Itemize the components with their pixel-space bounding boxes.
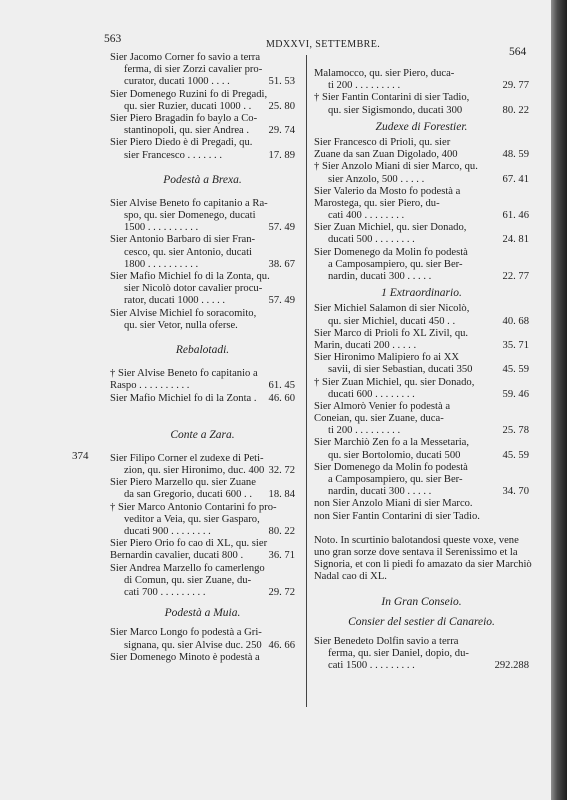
line-text: ti 200 . . . . . . . . . xyxy=(328,425,401,437)
line-text: ferma, di sier Zorzi cavalier pro- xyxy=(124,64,263,76)
vote-count: 80. 22 xyxy=(502,104,529,116)
line-text: Sier Jacomo Corner fo savio a terra xyxy=(110,52,261,63)
vote-count: 36. 71 xyxy=(268,550,295,562)
vote-count: 61. 46 xyxy=(502,210,529,222)
vote-count: 51. 53 xyxy=(268,76,295,88)
line-text: Sier Valerio da Mosto fo podestà a xyxy=(314,185,461,197)
vote-count: 57. 49 xyxy=(268,222,295,234)
spacer xyxy=(110,186,295,198)
text-line xyxy=(110,563,295,575)
line-text: qu. sier Michiel, ducati 450 . . xyxy=(328,315,456,327)
text-line xyxy=(314,413,529,425)
text-line xyxy=(110,137,295,149)
vote-count: 25. 80 xyxy=(268,100,295,112)
text-line xyxy=(110,64,295,76)
text-line xyxy=(110,271,295,283)
spacer xyxy=(314,608,529,616)
text-line xyxy=(110,295,295,307)
line-text: Sier Marchiò Zen fo a la Messetaria, xyxy=(314,437,470,449)
line-text: da san Gregorio, ducati 600 . . xyxy=(124,489,252,501)
line-text: qu. sier Vetor, nulla oferse. xyxy=(124,319,238,331)
line-text: Sier Hironimo Malipiero fo ai XX xyxy=(314,352,460,364)
text-line xyxy=(110,150,295,162)
line-text: Sier Domenego da Molin fo podestà xyxy=(314,246,468,258)
vote-count: 61. 45 xyxy=(268,380,295,392)
text-line xyxy=(110,489,295,501)
line-text: Sier Alvise Michiel fo soracomito, xyxy=(110,307,257,319)
text-line xyxy=(314,210,529,222)
text-line xyxy=(110,380,295,392)
line-text: rator, ducati 1000 . . . . . xyxy=(124,295,226,307)
line-text: † Sier Marco Antonio Contarini fo pro- xyxy=(110,501,277,513)
text-line xyxy=(314,389,529,401)
text-line xyxy=(314,137,529,149)
line-text: ferma, qu. sier Daniel, dopio, du- xyxy=(328,648,469,660)
text-line xyxy=(314,234,529,246)
left-column xyxy=(110,52,295,664)
vote-count: 59. 46 xyxy=(502,388,529,400)
text-line xyxy=(314,571,529,583)
text-line xyxy=(314,80,529,92)
line-text: non Sier Anzolo Miani di sier Marco. xyxy=(314,498,473,510)
line-text: 1500 . . . . . . . . . . xyxy=(124,222,199,234)
line-text: Sier Benedeto Dolfin savio a terra xyxy=(314,635,459,647)
spacer xyxy=(110,332,295,344)
text-line xyxy=(314,259,529,271)
text-line xyxy=(110,308,295,320)
text-line xyxy=(314,222,529,234)
right-column xyxy=(314,68,532,672)
line-text: Bernardin cavalier, ducati 800 . xyxy=(110,550,244,562)
text-line xyxy=(110,538,295,550)
vote-count: 80. 22 xyxy=(268,526,295,537)
section-heading: Podestà a Brexa. xyxy=(163,173,242,186)
line-text: a Camposampiero, qu. sier Ber- xyxy=(328,474,463,485)
section-heading: Rebalotadi. xyxy=(175,343,230,356)
line-text: cati 400 . . . . . . . . xyxy=(328,210,405,222)
section-heading: 1 Extraordinario. xyxy=(381,287,462,300)
section-heading: Podestà a Muia. xyxy=(164,607,241,620)
spacer xyxy=(314,523,529,535)
text-line xyxy=(314,437,529,449)
text-line xyxy=(314,559,532,571)
text-line xyxy=(110,465,295,477)
running-title: MDXXVI, SETTEMBRE. xyxy=(266,39,381,50)
vote-count: 22. 77 xyxy=(502,271,529,282)
text-line xyxy=(110,320,295,332)
text-line xyxy=(110,234,295,246)
spacer xyxy=(110,599,295,607)
text-line xyxy=(110,652,295,664)
text-line xyxy=(314,547,529,559)
line-text: Sier Filipo Corner el zudexe di Peti- xyxy=(110,452,264,464)
text-line xyxy=(314,247,529,259)
line-text: di Comun, qu. sier Zuane, du- xyxy=(124,574,252,586)
vote-count: 67. 41 xyxy=(502,173,529,185)
text-line xyxy=(110,550,295,562)
text-line xyxy=(314,303,529,315)
text-line xyxy=(110,76,295,88)
text-line xyxy=(110,627,295,639)
vote-count: 35. 71 xyxy=(502,339,529,351)
line-text: qu. sier Sigismondo, ducati 300 xyxy=(328,104,463,116)
text-line xyxy=(314,328,529,340)
vote-count: 29. 77 xyxy=(502,80,529,92)
line-text: cati 1500 . . . . . . . . . xyxy=(328,660,415,672)
text-line xyxy=(314,186,529,198)
spacer xyxy=(110,356,295,368)
line-text: ti 200 . . . . . . . . . xyxy=(328,80,401,92)
text-line xyxy=(110,125,295,137)
line-text: 1800 . . . . . . . . . . xyxy=(124,258,199,270)
text-line xyxy=(110,89,295,101)
vote-count: 24. 81 xyxy=(502,234,529,246)
text-line xyxy=(314,174,529,186)
spacer xyxy=(110,162,295,174)
text-line xyxy=(110,210,295,222)
text-line xyxy=(314,364,529,376)
line-text: Sier Domenego da Molin fo podestà xyxy=(314,461,468,473)
vote-count: 25. 78 xyxy=(502,425,529,437)
text-line xyxy=(110,368,295,380)
line-text: Sier Francesco di Prioli, qu. sier xyxy=(314,136,451,148)
line-text: nardin, ducati 300 . . . . . xyxy=(328,271,432,282)
line-text: † Sier Zuan Michiel, qu. sier Donado, xyxy=(314,376,475,388)
text-line xyxy=(110,640,295,652)
line-text: Zuane da san Zuan Digolado, 400 xyxy=(314,149,458,161)
line-text: nardin, ducati 300 . . . . . xyxy=(328,486,432,498)
line-text: Sier Alvise Beneto fo capitanio a Ra- xyxy=(110,197,268,209)
text-line xyxy=(314,474,529,486)
text-line xyxy=(110,52,295,64)
text-line xyxy=(110,587,295,599)
line-text: qu. sier Ruzier, ducati 1000 . . xyxy=(124,100,252,112)
line-text: Sier Marco Longo fo podestà a Gri- xyxy=(110,627,262,639)
vote-count: 57. 49 xyxy=(268,295,295,307)
line-text: uno gran sorze dove sentava il Serenissimo et la xyxy=(314,546,518,558)
line-text: Nadal cao di XL. xyxy=(314,571,387,583)
line-text: Coneian, qu. sier Zuane, duca- xyxy=(314,413,444,425)
vote-count: 34. 70 xyxy=(502,486,529,498)
section-heading: Conte a Zara. xyxy=(170,428,235,441)
line-text: Sier Mafio Michiel fo di la Zonta, qu. xyxy=(110,271,270,282)
line-text: Sier Piero Marzello qu. sier Zuane xyxy=(110,477,256,489)
vote-count: 29. 74 xyxy=(268,125,295,137)
text-line xyxy=(314,340,529,352)
spacer xyxy=(110,441,295,453)
text-line xyxy=(110,526,295,538)
text-line xyxy=(110,477,295,489)
vote-count: 46. 66 xyxy=(268,639,295,651)
line-text: Marin, ducati 200 . . . . . xyxy=(314,339,417,351)
margin-number: 374 xyxy=(72,450,89,462)
text-line xyxy=(314,486,529,498)
line-text: stantinopoli, qu. sier Andrea . xyxy=(124,125,250,137)
line-text: ducati 500 . . . . . . . . xyxy=(328,234,415,246)
vote-count: 292.288 xyxy=(494,660,529,672)
vote-count: 18. 84 xyxy=(268,489,295,501)
text-line xyxy=(314,271,529,283)
spacer xyxy=(110,619,295,627)
text-line xyxy=(314,198,529,210)
text-line xyxy=(314,149,529,161)
text-line xyxy=(314,352,529,364)
line-text: sier Anzolo, 500 . . . . . xyxy=(328,173,425,185)
line-text: † Sier Alvise Beneto fo capitanio a xyxy=(110,368,258,380)
text-line xyxy=(110,283,295,295)
line-text: Marostega, qu. sier Piero, du- xyxy=(314,197,440,209)
text-line xyxy=(110,393,295,405)
text-line xyxy=(110,575,295,587)
line-text: ducati 600 . . . . . . . . xyxy=(328,388,415,400)
line-text: Sier Domenego Ruzini fo di Pregadi, xyxy=(110,88,268,100)
vote-count: 38. 67 xyxy=(268,258,295,270)
line-text: curator, ducati 1000 . . . . xyxy=(124,76,230,88)
text-line xyxy=(314,535,529,547)
line-text: ducati 900 . . . . . . . . xyxy=(124,526,211,537)
text-line xyxy=(314,425,529,437)
text-line xyxy=(110,113,295,125)
line-text: veditor a Veia, qu. sier Gasparo, xyxy=(124,513,260,525)
line-text: † Sier Anzolo Miani di sier Marco, qu. xyxy=(314,161,478,173)
line-text: sier Nicolò dotor cavalier procu- xyxy=(124,283,263,295)
text-line xyxy=(110,453,295,465)
text-line xyxy=(110,259,295,271)
line-text: spo, qu. sier Domenego, ducati xyxy=(124,210,256,222)
line-text: † Sier Fantin Contarini di sier Tadio, xyxy=(314,92,470,104)
line-text: Signoria, et con li piedi fo amazato da sier Marchiò xyxy=(314,559,532,571)
line-text: cati 700 . . . . . . . . . xyxy=(124,586,206,598)
text-line xyxy=(314,68,529,80)
vote-count: 40. 68 xyxy=(502,315,529,327)
text-line xyxy=(314,660,529,672)
line-text: Sier Michiel Salamon di sier Nicolò, xyxy=(314,303,470,315)
text-line xyxy=(110,247,295,259)
text-line xyxy=(314,462,529,474)
text-line xyxy=(110,198,295,210)
text-line xyxy=(314,511,529,523)
section-heading: Zudexe di Forestier. xyxy=(375,120,468,133)
line-text: Malamocco, qu. sier Piero, duca- xyxy=(314,68,455,79)
book-spine xyxy=(551,0,567,800)
vote-count: 46. 60 xyxy=(268,392,295,404)
line-text: Sier Domenego Minoto è podestà a xyxy=(110,651,260,663)
text-line xyxy=(110,101,295,113)
page-number-left: 563 xyxy=(104,33,122,45)
line-text: Noto. In scurtinio balotandosi queste voxe, vene xyxy=(314,534,519,546)
line-text: Sier Andrea Marzello fo camerlengo xyxy=(110,562,265,574)
text-line xyxy=(110,502,295,514)
vote-count: 48. 59 xyxy=(502,149,529,161)
line-text: signana, qu. sier Alvise duc. 250 xyxy=(124,639,262,651)
spacer xyxy=(110,405,295,429)
line-text: Sier Piero Orio fo cao di XL, qu. sier xyxy=(110,538,268,550)
text-line xyxy=(314,316,529,328)
line-text: Sier Piero Diedo è di Pregadi, qu. xyxy=(110,137,253,149)
text-line xyxy=(110,222,295,234)
section-heading: Consier del sestier di Canareio. xyxy=(348,615,495,628)
vote-count: 45. 59 xyxy=(502,364,529,376)
text-line xyxy=(314,105,529,117)
spacer xyxy=(314,584,529,596)
line-text: Sier Antonio Barbaro di sier Fran- xyxy=(110,234,256,246)
text-line xyxy=(110,514,295,526)
column-divider xyxy=(306,55,307,707)
text-line xyxy=(314,161,529,173)
line-text: zion, qu. sier Hironimo, duc. 400 xyxy=(124,465,265,477)
vote-count: 29. 72 xyxy=(268,586,295,598)
line-text: Sier Mafio Michiel fo di la Zonta . xyxy=(110,392,257,404)
line-text: sier Francesco . . . . . . . xyxy=(124,149,222,161)
section-heading: In Gran Conseio. xyxy=(381,595,462,608)
line-text: Raspo . . . . . . . . . . xyxy=(110,380,190,392)
text-line xyxy=(314,648,529,660)
line-text: qu. sier Bortolomio, ducati 500 xyxy=(328,449,461,461)
spacer xyxy=(314,628,529,636)
text-line xyxy=(314,92,529,104)
line-text: a Camposampiero, qu. sier Ber- xyxy=(328,258,463,270)
page-number-right: 564 xyxy=(509,46,527,58)
line-text: Sier Almorò Venier fo podestà a xyxy=(314,400,451,412)
text-line xyxy=(314,401,529,413)
line-text: non Sier Fantin Contarini di sier Tadio. xyxy=(314,510,480,522)
line-text: cesco, qu. sier Antonio, ducati xyxy=(124,246,252,258)
text-line xyxy=(314,498,529,510)
text-line xyxy=(314,636,529,648)
text-line xyxy=(314,450,529,462)
line-text: Sier Marco di Prioli fo XL Zivil, qu. xyxy=(314,327,469,339)
vote-count: 45. 59 xyxy=(502,449,529,461)
vote-count: 32. 72 xyxy=(268,465,295,477)
vote-count: 17. 89 xyxy=(268,149,295,161)
line-text: Sier Zuan Michiel, qu. sier Donado, xyxy=(314,222,467,234)
line-text: Sier Piero Bragadin fo baylo a Co- xyxy=(110,112,258,124)
text-line xyxy=(314,377,529,389)
line-text: savii, di sier Sebastian, ducati 350 xyxy=(328,364,473,376)
